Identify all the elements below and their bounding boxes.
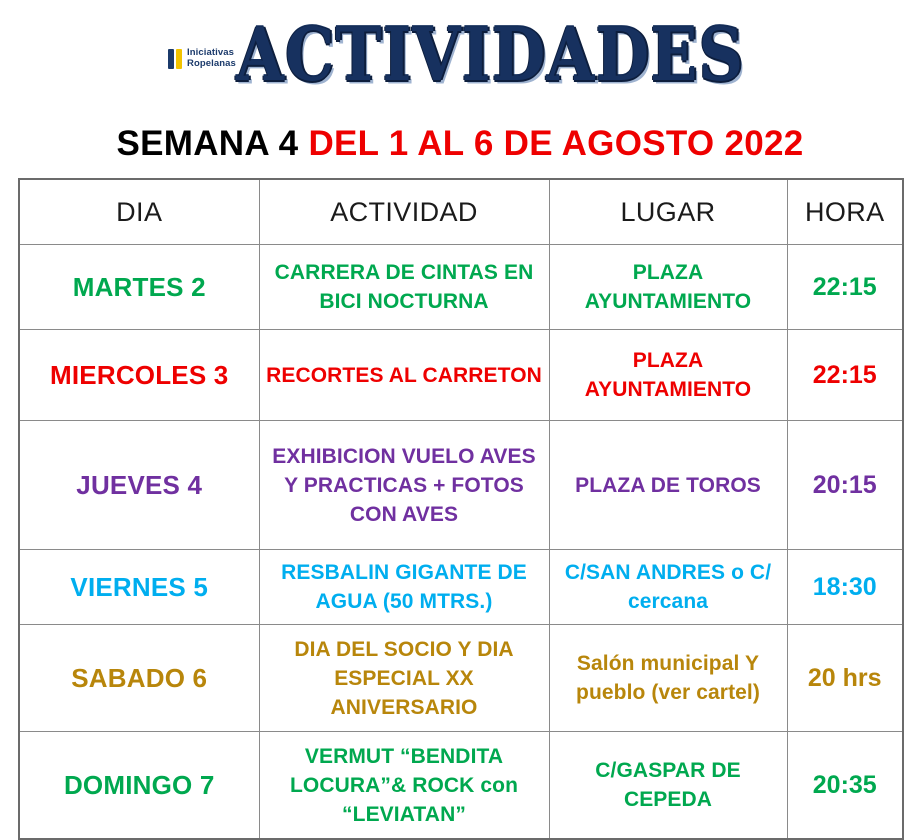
row-place: PLAZA AYUNTAMIENTO (549, 245, 787, 330)
table-row (19, 732, 903, 840)
logo-line-2: Ropelanas (187, 57, 236, 69)
logo-icon (168, 49, 182, 69)
column-header-dia: DIA (19, 179, 259, 245)
row-time: 18:30 (787, 550, 903, 625)
row-time: 20:15 (787, 421, 903, 550)
column-header-hora: HORA (787, 179, 903, 245)
schedule-table-wrapper (18, 178, 902, 840)
row-place: Salón municipal Y pueblo (ver cartel) (549, 625, 787, 732)
logo (168, 48, 236, 69)
logo-text (187, 48, 236, 69)
poster-header (0, 0, 920, 108)
row-time: 22:15 (787, 245, 903, 330)
row-place: PLAZA DE TOROS (549, 421, 787, 550)
page-title: ACTIVIDADES (235, 10, 745, 98)
row-day: MIERCOLES 3 (19, 330, 259, 421)
table-row (19, 550, 903, 625)
table-row (19, 421, 903, 550)
row-place: C/GASPAR DE CEPEDA (549, 732, 787, 840)
logo-line-1: Iniciativas (187, 47, 235, 58)
row-time: 20 hrs (787, 625, 903, 732)
row-time: 20:35 (787, 732, 903, 840)
column-header-actividad: ACTIVIDAD (259, 179, 549, 245)
row-activity: DIA DEL SOCIO Y DIA ESPECIAL XX ANIVERSARIO (259, 625, 549, 732)
row-day: DOMINGO 7 (19, 732, 259, 840)
schedule-body (19, 245, 903, 840)
row-place: PLAZA AYUNTAMIENTO (549, 330, 787, 421)
row-activity: RECORTES AL CARRETON (259, 330, 549, 421)
subtitle-week: SEMANA 4 (116, 124, 299, 163)
column-header-lugar: LUGAR (549, 179, 787, 245)
row-activity: EXHIBICION VUELO AVES Y PRACTICAS + FOTOS CON AVES (259, 421, 549, 550)
row-activity: VERMUT “BENDITA LOCURA”& ROCK con “LEVIATAN” (259, 732, 549, 840)
subtitle-range: DEL 1 AL 6 DE AGOSTO 2022 (308, 124, 804, 163)
row-day: VIERNES 5 (19, 550, 259, 625)
schedule-table (18, 178, 904, 840)
table-row (19, 330, 903, 421)
row-day: MARTES 2 (19, 245, 259, 330)
row-place: C/SAN ANDRES o C/ cercana (549, 550, 787, 625)
table-header-row (19, 179, 903, 245)
row-day: JUEVES 4 (19, 421, 259, 550)
table-row (19, 625, 903, 732)
subtitle (0, 124, 920, 164)
row-day: SABADO 6 (19, 625, 259, 732)
table-row (19, 245, 903, 330)
row-activity: CARRERA DE CINTAS EN BICI NOCTURNA (259, 245, 549, 330)
row-time: 22:15 (787, 330, 903, 421)
row-activity: RESBALIN GIGANTE DE AGUA (50 MTRS.) (259, 550, 549, 625)
